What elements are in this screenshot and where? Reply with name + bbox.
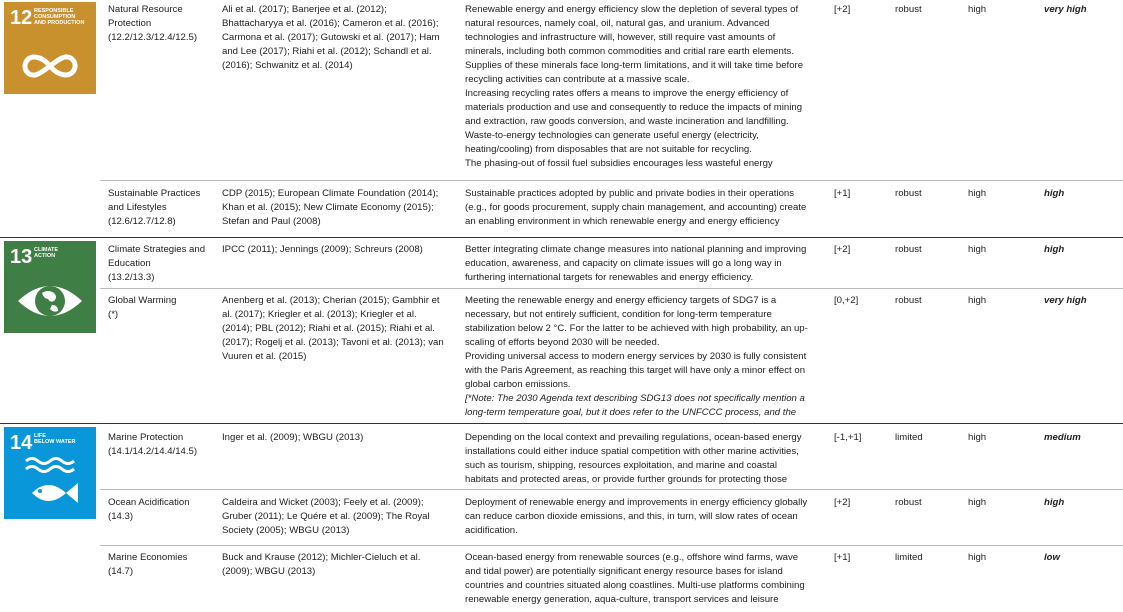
topic-cell: Ocean Acidification (14.3) [108, 497, 190, 522]
description-cell: Meeting the renewable energy and energy efficiency targets of SDG7 is a necessary, but not entirely sufficient, condition for long-term temperature stabilization below 2 °C. For the latter to be achieved with high probability, an up- scaling of efforts beyond 2030 will be needed. Providing universal access to modern energy services by 2030 is fully consistent with the Paris Agreement, as reaching this target will have only a minor effect on global carbon emissions. [*Note: The 2030 Agenda text describing SDG13 does not specifically mention a long-term temperature goal, but it does refer to the UNFCCC process, and the [465, 294, 827, 420]
confidence-cell: high [1044, 497, 1065, 508]
sdg-divider [0, 423, 1123, 424]
sdg13-tile [4, 241, 96, 333]
topic-cell: Sustainable Practices and Lifestyles (12.6/12.7/12.8) [108, 188, 201, 227]
description-cell: Ocean-based energy from renewable sources (e.g., offshore wind farms, wave and tidal power) are potentially significant energy resource bases for island countries and countries situated along coastlines. Multi-use platforms combining renewable energy generation, aqua-culture, transport services and leisure [465, 552, 805, 605]
references-cell: Buck and Krause (2012); Michler-Cieluch et al. (2009); WBGU (2013) [222, 552, 421, 577]
evidence-cell: limited [895, 552, 923, 563]
agreement-cell: high [968, 4, 987, 15]
description-cell: Better integrating climate change measures into national planning and improving education, awareness, and capacity on climate issues will go a long way in furthering international targets for renewables and energy efficiency. [465, 244, 807, 283]
score-cell: [+2] [834, 497, 851, 508]
topic-cell: Global Warming (*) [108, 295, 177, 320]
references-cell: Caldeira and Wicket (2003); Feely et al. (2009); Gruber (2011); Le Quére et al. (2009); The Royal Society (2005); WBGU (2013) [222, 497, 430, 536]
sdg13-title: CLIMATE ACTION [34, 247, 59, 259]
score-cell: [+2] [834, 4, 851, 15]
agreement-cell: high [968, 295, 987, 306]
row-divider [100, 545, 1123, 546]
confidence-cell: very high [1044, 295, 1087, 306]
agreement-cell: high [968, 552, 987, 563]
sdg12-number: 12 [10, 7, 33, 29]
confidence-cell: very high [1044, 4, 1087, 15]
confidence-cell: medium [1044, 432, 1081, 443]
evidence-cell: robust [895, 188, 922, 199]
agreement-cell: high [968, 188, 987, 199]
topic-cell: Climate Strategies and Education (13.2/13.3) [108, 244, 206, 283]
sdg14-tile [4, 427, 96, 519]
agreement-cell: high [968, 244, 987, 255]
row-divider [100, 288, 1123, 289]
description-cell: Deployment of renewable energy and improvements in energy efficiency globally can reduce carbon dioxide emissions, and this, in turn, will slow rates of ocean acidification. [465, 497, 808, 536]
confidence-cell: high [1044, 188, 1065, 199]
score-cell: [0,+2] [834, 295, 859, 306]
sdg12-title: RESPONSIBLE CONSUMPTION AND PRODUCTION [34, 8, 85, 26]
sdg12-tile [4, 2, 96, 94]
evidence-cell: limited [895, 432, 923, 443]
evidence-cell: robust [895, 497, 922, 508]
confidence-cell: low [1044, 552, 1060, 563]
references-cell: Ali et al. (2017); Banerjee et al. (2012); Bhattacharyya et al. (2016); Cameron et al. (2016); Carmona et al. (2017); Gutowski et al. (2017); Ham and Lee (2017); Riahi et al. (2012); Schandl et al. (2016); Schwanitz et al. (2014) [222, 4, 440, 71]
references-cell: Anenberg et al. (2013); Cherian (2015); Gambhir et al. (2017); Kriegler et al. (2013); Kriegler et al. (2014); PBL (2012); Riahi et al. (2015); Riahi et al. (2017); Rogelj et al. (2013); Tavoni et al. (2013); van Vuuren et al. (2015) [222, 295, 444, 362]
references-cell: CDP (2015); European Climate Foundation (2014); Khan et al. (2015); New Climate Economy (2015); Stefan and Paul (2008) [222, 188, 439, 227]
topic-cell: Natural Resource Protection (12.2/12.3/12.4/12.5) [108, 4, 198, 43]
sdg-divider [0, 237, 1123, 238]
row-divider [100, 180, 1123, 181]
topic-cell: Marine Protection (14.1/14.2/14.4/14.5) [108, 432, 198, 457]
references-cell: Inger et al. (2009); WBGU (2013) [222, 432, 364, 443]
sdg13-number: 13 [10, 246, 33, 268]
evidence-cell: robust [895, 244, 922, 255]
evidence-cell: robust [895, 295, 922, 306]
score-cell: [+1] [834, 188, 851, 199]
sdg14-title: LIFE BELOW WATER [34, 433, 76, 445]
score-cell: [+1] [834, 552, 851, 563]
description-cell: Sustainable practices adopted by public and private bodies in their operations (e.g., for goods procurement, supply chain management, and accounting) create an enabling environment in which renewable energy and energy efficiency [465, 188, 807, 227]
agreement-cell: high [968, 432, 987, 443]
footnote-text: long-term temperature goal, but it does refer to the UNFCCC process, and the [465, 407, 797, 418]
row-divider [100, 489, 1123, 490]
agreement-cell: high [968, 497, 987, 508]
evidence-cell: robust [895, 4, 922, 15]
topic-cell: Marine Economies (14.7) [108, 552, 188, 577]
description-cell: Depending on the local context and prevailing regulations, ocean-based energy installations could either induce spatial competition with other marine activities, such as tourism, shipping, resources exploitation, and marine and coastal habitats and protected areas, or provide further grounds for protecting those [465, 432, 802, 485]
description-cell: Renewable energy and energy efficiency slow the depletion of several types of natural resources, namely coal, oil, natural gas, and uranium. Advanced technologies and infrastructure will, however, still require vast amounts of minerals, including both common commodities and critial rare earth elements. Supplies of these minerals face long-term limitations, and it will take time before recycling activities can contribute at a massive scale. Increasing recycling rates offers a means to improve the energy efficiency of materials production and use and consequently to reduce the impacts of mining and extraction, raw goods conversion, and waste incineration and landfilling. Waste-to-energy technologies can generate useful energy (electricity, heating/cooling) from disposables that are not suitable for recycling. The phasing-out of fossil fuel subsidies encourages less wasteful energy [465, 4, 804, 169]
footnote-text: [*Note: The 2030 Agenda text describing SDG13 does not specifically mention a [465, 393, 805, 404]
score-cell: [-1,+1] [834, 432, 862, 443]
score-cell: [+2] [834, 244, 851, 255]
confidence-cell: high [1044, 244, 1065, 255]
sdg14-number: 14 [10, 432, 33, 454]
references-cell: IPCC (2011); Jennings (2009); Schreurs (2008) [222, 244, 423, 255]
